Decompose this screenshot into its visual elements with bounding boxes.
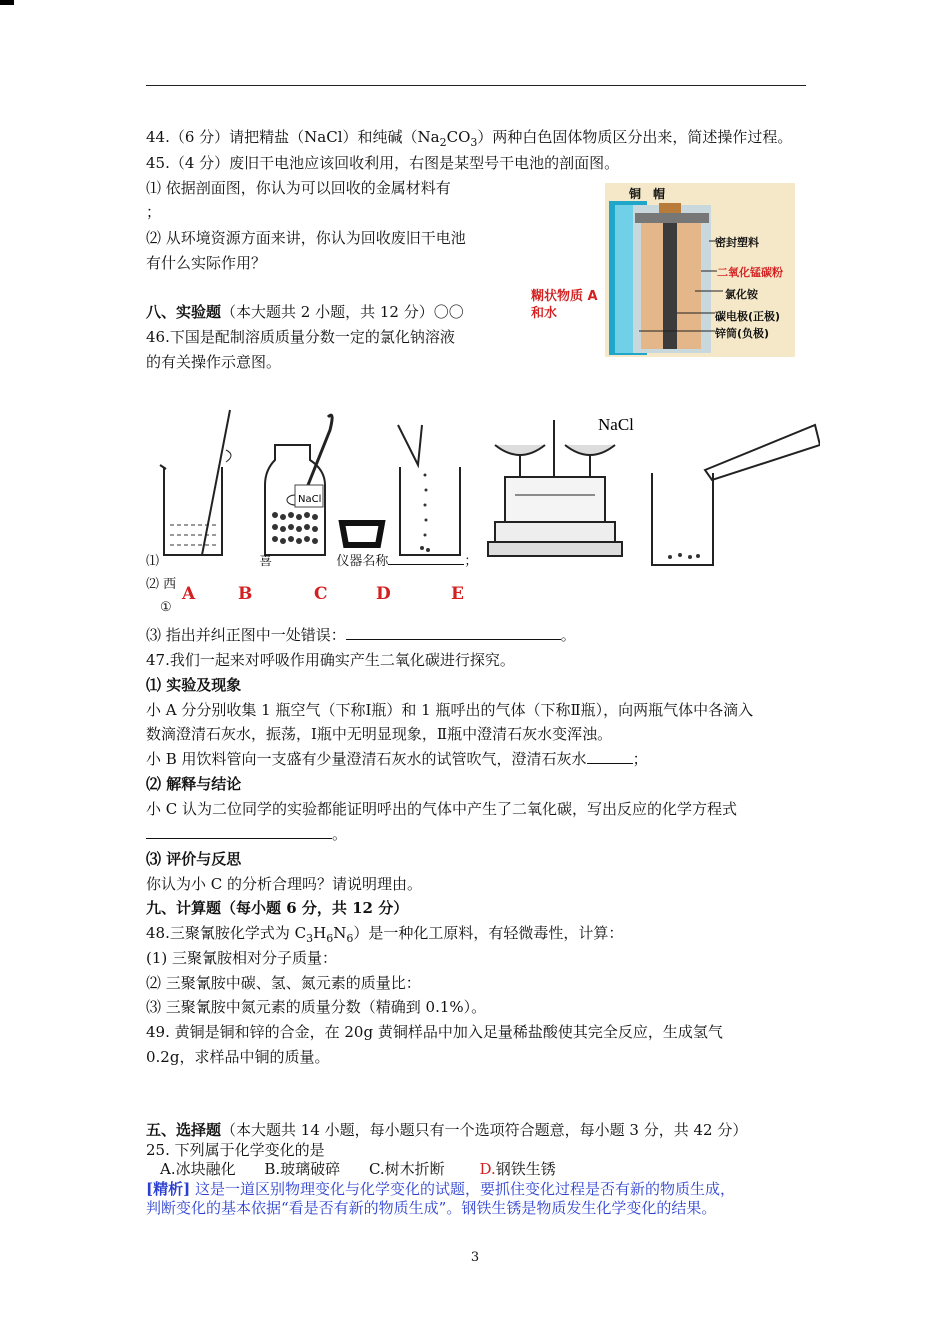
q45-part1-end: ； xyxy=(146,203,162,221)
q47-text-3a: 小 B 用饮料管向一支盛有少量澄清石灰水的试管吹气，澄清石灰水 xyxy=(146,750,587,768)
q45-part1: ⑴ 依据剖面图，你认为可以回收的金属材料有 xyxy=(146,179,451,197)
q48-sub: 6 xyxy=(346,932,354,945)
q44-text: 请把精盐（NaCl）和纯碱（Na xyxy=(229,128,440,146)
q46-part2: ⑵ 西 xyxy=(146,577,177,592)
corner-mark xyxy=(0,0,14,5)
page-number: 3 xyxy=(470,1250,480,1265)
q25-options xyxy=(160,1159,556,1179)
q48-part1: (1) 三聚氰胺相对分子质量： xyxy=(146,949,338,967)
q47-text-5-end: 。 xyxy=(332,825,348,843)
q25-option-b: B.玻璃破碎 xyxy=(264,1160,341,1178)
analysis-line1 xyxy=(146,1179,735,1199)
q44-text: CO xyxy=(446,128,471,146)
battery-label-carbon: 碳电极(正极) xyxy=(715,310,781,323)
q47-heading-1: ⑴ 实验及现象 xyxy=(146,676,242,694)
q47-text-2: 数滴澄清石灰水，振荡，Ⅰ瓶中无明显现象，Ⅱ瓶中澄清石灰水变浑浊。 xyxy=(146,725,613,743)
q47-text-1: 小 A 分分别收集 1 瓶空气（下称Ⅰ瓶）和 1 瓶呼出的气体（下称Ⅱ瓶），向两瓶气体中各滴入 xyxy=(146,701,754,719)
q48-sub: 6 xyxy=(326,932,334,945)
q48-part2: ⑵ 三聚氰胺中碳、氢、氮元素的质量比： xyxy=(146,974,421,992)
q44-sub: 2 xyxy=(439,136,447,149)
q25-stem: 25. 下列属于化学变化的是 xyxy=(146,1141,325,1159)
q47-heading-3: ⑶ 评价与反思 xyxy=(146,850,242,868)
q47-text-4: 小 C 认为二位同学的实验都能证明呼出的气体中产生了二氧化碳，写出反应的化学方程式 xyxy=(146,800,738,818)
apparatus-label-e: E xyxy=(451,584,464,604)
q46-line2: 的有关操作示意图。 xyxy=(146,353,282,371)
section-8-title: 八、实验题 xyxy=(146,303,222,321)
q45-line: 45.（4 分）废旧干电池应该回收利用，右图是某型号干电池的剖面图。 xyxy=(146,154,620,172)
battery-label-nh4cl: 氯化铵 xyxy=(725,288,758,301)
q47-text-5 xyxy=(146,824,347,844)
q44-points: （6 分） xyxy=(169,128,230,146)
lab-apparatus-figure xyxy=(150,405,820,570)
q25-option-a: A.冰块融化 xyxy=(160,1160,236,1178)
q48-text: ）是一种化工原料，有轻微毒性，计算： xyxy=(353,924,624,942)
q25-option-c: C.树木折断 xyxy=(368,1160,445,1178)
battery-diagram xyxy=(605,183,795,357)
battery-label-zinc: 锌筒(负极) xyxy=(715,327,770,340)
battery-label-mno2: 二氧化锰碳粉 xyxy=(717,266,783,279)
section-8-note: （本大题共 2 小题，共 12 分）〇〇 xyxy=(221,303,464,321)
q47-text-3 xyxy=(146,749,648,769)
balance-nacl-label: NaCl xyxy=(598,415,634,434)
section-9-heading: 九、计算题（每小题 6 分，共 12 分） xyxy=(146,899,409,917)
q49-line1: 49. 黄铜是铜和锌的合金，在 20g 黄铜样品中加入足量稀盐酸使其完全反应，生成氢气 xyxy=(146,1023,723,1041)
q48-text: 48.三聚氰胺化学式为 C xyxy=(146,924,307,942)
analysis-text-1: 这是一道区别物理变化与化学变化的试题，要抓住变化过程是否有新的物质生成， xyxy=(190,1180,735,1198)
battery-label-plastic: 密封塑料 xyxy=(715,236,759,249)
q48-part3: ⑶ 三聚氰胺中氮元素的质量分数（精确到 0.1%）。 xyxy=(146,998,487,1016)
q46-part3-blank[interactable] xyxy=(346,625,561,640)
battery-label-paste-water: 和水 xyxy=(531,306,558,321)
q48-text: H xyxy=(313,924,327,942)
q48-text: N xyxy=(333,924,347,942)
q44-line xyxy=(146,127,792,153)
q46-part3 xyxy=(146,625,576,645)
apparatus-label-a: A xyxy=(182,584,196,604)
q47-heading-2: ⑵ 解释与结论 xyxy=(146,775,242,793)
battery-label-cap: 铜 帽 xyxy=(629,187,666,201)
q47-equation-blank[interactable] xyxy=(146,824,332,839)
q46-part3-text: ⑶ 指出并纠正图中一处错误： xyxy=(146,626,346,644)
q46-part1-number: ⑴ xyxy=(146,554,160,569)
q47-blank-1[interactable] xyxy=(587,749,633,764)
q48-stem xyxy=(146,923,623,949)
q47-intro: 47.我们一起来对呼吸作用确实产生二氧化碳进行探究。 xyxy=(146,651,515,669)
section-5-note: （本大题共 14 小题，每小题只有一个选项符合题意，每小题 3 分，共 42 分） xyxy=(221,1121,748,1139)
q45-part2-cont: 有什么实际作用？ xyxy=(146,254,267,272)
apparatus-label-d: D xyxy=(376,584,391,604)
q46-part2-sub: ① xyxy=(160,600,172,615)
q47-text-3-end: ； xyxy=(632,750,648,768)
q44-text: ）两种白色固体物质区分出来，简述操作过程。 xyxy=(477,128,793,146)
q47-text-6: 你认为小 C 的分析合理吗？请说明理由。 xyxy=(146,875,423,893)
analysis-tag: [精析] xyxy=(146,1180,191,1198)
apparatus-label-b: B xyxy=(238,584,253,604)
section-8-heading xyxy=(146,302,464,322)
q46-line1: 46.下国是配制溶质质量分数一定的氯化钠溶液 xyxy=(146,328,455,346)
section-5-heading xyxy=(146,1120,747,1140)
beaker-with-rod xyxy=(160,410,231,555)
q46-part1-blank[interactable] xyxy=(388,550,464,565)
balance-scale xyxy=(488,420,622,556)
pouring-cylinder xyxy=(652,425,820,565)
section-5-title: 五、选择题 xyxy=(146,1121,222,1139)
battery-label-paste: 糊状物质 A xyxy=(531,289,598,304)
q46-part1 xyxy=(146,550,477,572)
analysis-line2: 判断变化的基本依据“看是否有新的物质生成”。钢铁生锈是物质发生化学变化的结果。 xyxy=(146,1199,717,1217)
reagent-bottle xyxy=(265,415,332,555)
q25-option-d-text: 钢铁生锈 xyxy=(495,1160,556,1178)
beaker-with-funnel xyxy=(398,425,460,555)
q46-part3-end: 。 xyxy=(560,626,576,644)
q46-part1-fragment: 喜 xyxy=(259,554,273,569)
bottle-label: NaCl xyxy=(298,494,322,505)
q45-part2: ⑵ 从环境资源方面来讲，你认为回收废旧干电池 xyxy=(146,229,466,247)
q44-sub: 3 xyxy=(470,136,478,149)
q44-number: 44. xyxy=(146,128,170,146)
q48-sub: 3 xyxy=(306,932,314,945)
q46-part1-end: ； xyxy=(464,554,478,569)
q25-option-d: D. xyxy=(479,1160,496,1178)
apparatus-label-c: C xyxy=(314,584,328,604)
weighing-dish xyxy=(342,523,382,545)
q46-part1-fragment2: 仪器名称 xyxy=(336,554,389,569)
q49-line2: 0.2g，求样品中铜的质量。 xyxy=(146,1048,330,1066)
header-rule xyxy=(146,85,806,86)
